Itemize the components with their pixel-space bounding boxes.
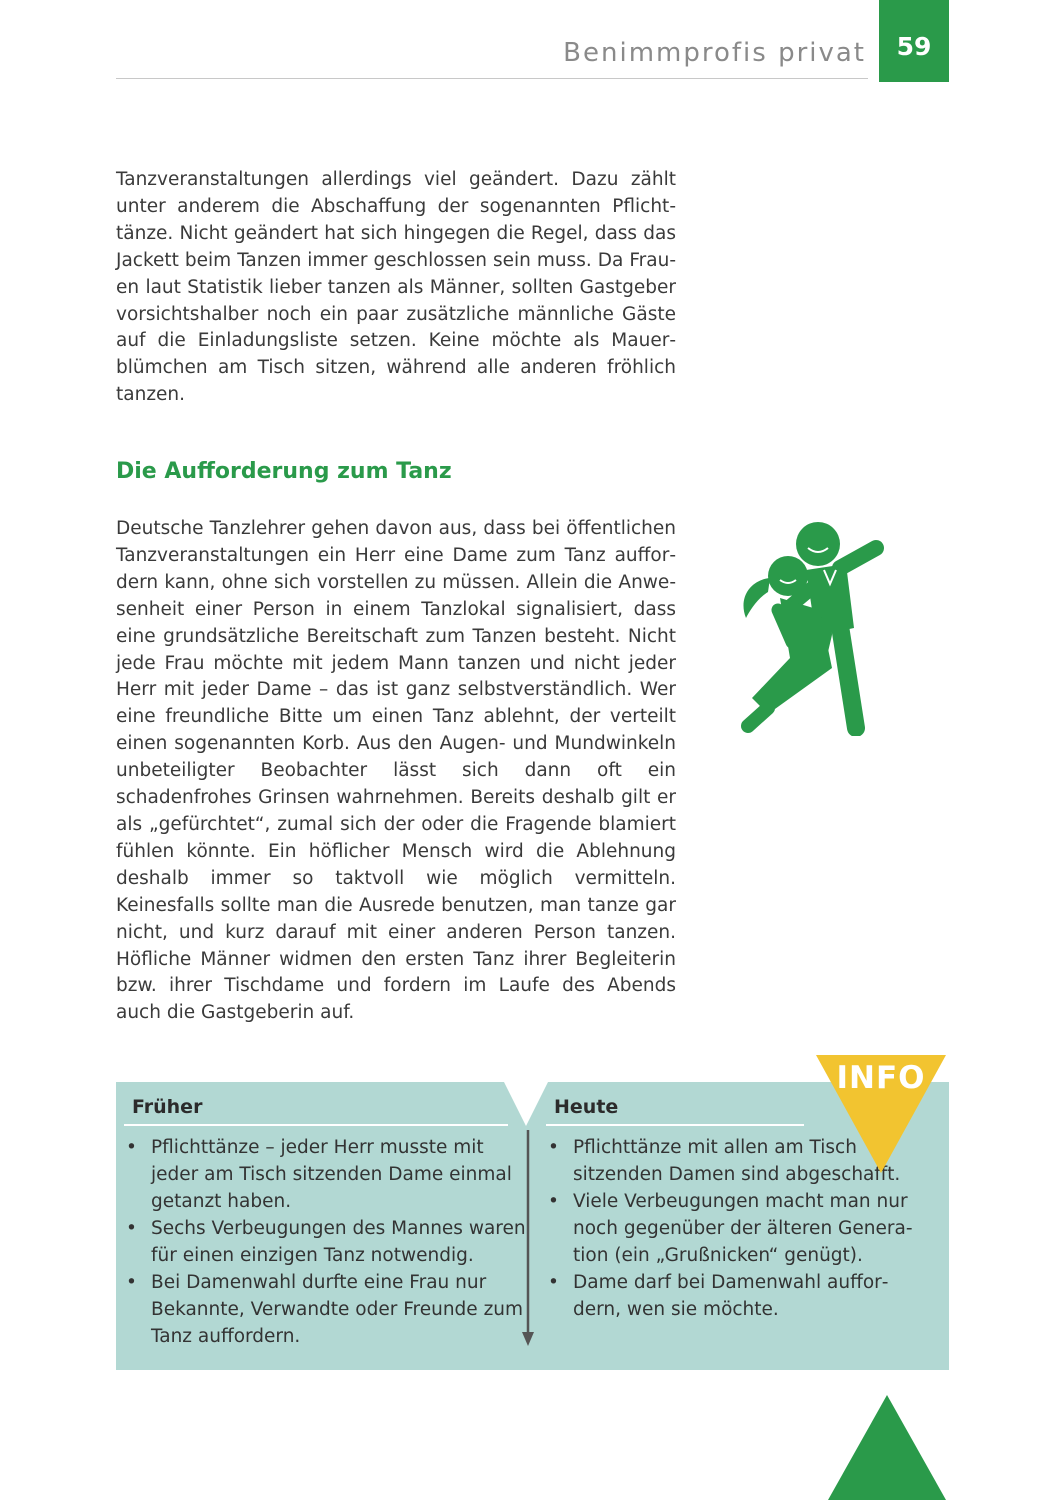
info-badge-label: INFO — [836, 1060, 926, 1096]
info-right-heading: Heute — [554, 1096, 619, 1118]
section-heading: Die Aufforderung zum Tanz — [116, 459, 452, 484]
list-item: • Pflichttänze – jeder Herr musste mit jeder am Tisch sitzenden Dame einmal getanzt haben. — [116, 1134, 526, 1215]
header-rule — [116, 78, 868, 79]
list-item: • Sechs Verbeugungen des Mannes waren für einen einzigen Tanz notwendig. — [116, 1215, 526, 1269]
list-item: • Pflichttänze mit allen am Tisch sitzenden Damen sind abgeschafft. — [538, 1134, 928, 1188]
info-left-rule — [124, 1124, 508, 1126]
dancing-couple-icon — [728, 518, 898, 736]
body-paragraph-1: Tanzveranstaltungen allerdings viel geändert. Dazu zählt unter anderem die Abschaffung der sogenannten Pflichttänze. Nicht geändert hat sich hingegen die Regel, dass das Jackett beim Tanzen immer geschlossen sein muss. Da Frauen laut Statistik lieber tanzen als Männer, sollten Gastgeber vorsichtshalber noch ein paar zusätzliche männliche Gäste auf die Einladungsliste setzen. Keine möchte als Mauerblümchen am Tisch sitzen, während alle anderen fröhlich tanzen. — [116, 169, 676, 406]
running-title: Benimmprofis privat — [563, 38, 866, 68]
green-triangle-icon — [828, 1395, 946, 1500]
list-item: • Dame darf bei Damenwahl auffordern, wen sie möchte. — [538, 1269, 928, 1323]
info-left-list — [116, 1134, 526, 1350]
page-number-badge: 59 — [879, 0, 949, 82]
arrow-down-icon — [518, 1130, 538, 1348]
list-item: • Viele Verbeugungen macht man nur noch gegenüber der älteren Generation (ein „Grußnicken“ genügt). — [538, 1188, 928, 1269]
body-paragraph-2: Deutsche Tanzlehrer gehen davon aus, dass bei öffentlichen Tanzveranstaltungen ein Herr eine Dame zum Tanz auffordern kann, ohne sich vorstellen zu müssen. Allein die Anwesenheit einer Person in einem Tanzlokal signalisiert, dass eine grundsätzliche Bereitschaft zum Tanzen besteht. Nicht jede Frau möchte mit jedem Mann tanzen und nicht jeder Herr mit jeder Dame – das ist ganz selbstverständlich. Wer eine freundliche Bitte um einen Tanz ablehnt, der verteilt einen sogenannten Korb. Aus den Augen- und Mundwinkeln unbeteiligter Beobachter lässt sich dann oft ein schadenfrohes Grinsen wahrnehmen. Bereits deshalb gilt er als „gefürchtet“, zumal sich der oder die Fragende blamiert fühlen könnte. Ein höflicher Mensch wird die Ablehnung deshalb immer so taktvoll wie möglich vermitteln. Keinesfalls sollte man die Ausrede benutzen, man tanze gar nicht, und kurz darauf mit einer anderen Person tanzen. Höfliche Männer widmen den ersten Tanz ihrer Begleiterin bzw. ihrer Tischdame und fordern im Laufe des Abends auch die Gastgeberin auf. — [116, 518, 676, 1024]
info-right-rule — [546, 1124, 804, 1126]
list-item: • Bei Damenwahl durfte eine Frau nur Bekannte, Verwandte oder Freunde zum Tanz auffordern. — [116, 1269, 526, 1350]
info-left-heading: Früher — [132, 1096, 203, 1118]
